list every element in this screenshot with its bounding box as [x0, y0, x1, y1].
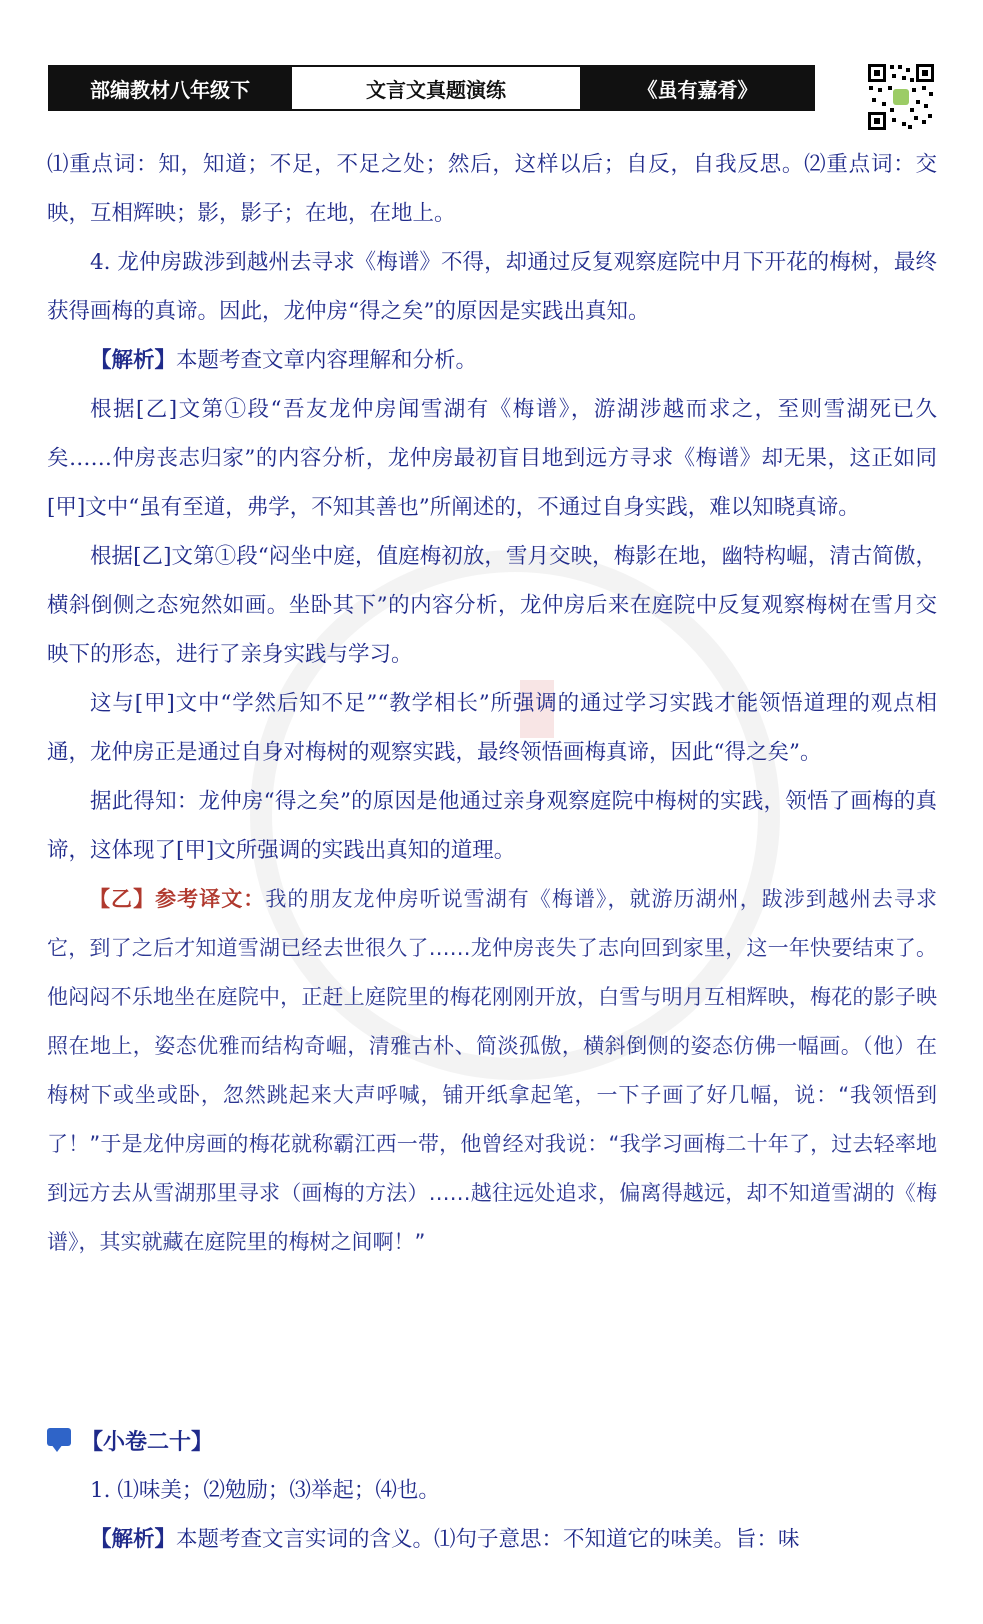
section-q1: 1. ⑴味美；⑵勉励；⑶举起；⑷也。: [90, 1478, 440, 1503]
analysis-line: [47, 336, 937, 385]
answer-content: [47, 140, 937, 1267]
header-grade: 部编教材八年级下: [50, 67, 290, 109]
qr-code-icon: [866, 62, 936, 132]
answer-p2: 4. 龙仲房跋涉到越州去寻求《梅谱》不得，却通过反复观察庭院中月下开花的梅树，最终获得画梅的真谛。因此，龙仲房“得之矣”的原因是实践出真知。: [47, 250, 937, 324]
answer-p6: 据此得知：龙仲房“得之矣”的原因是他通过亲身观察庭院中梅树的实践，领悟了画梅的真谛，这体现了[甲]文所强调的实践出真知的道理。: [47, 789, 937, 863]
translation-paragraph: [47, 875, 937, 1267]
answer-p4: 根据[乙]文第①段“闷坐中庭，值庭梅初放，雪月交映，梅影在地，幽特构崛，清古简傲，横斜倒侧之态宛然如画。坐卧其下”的内容分析，龙仲房后来在庭院中反复观察梅树在雪月交映下的形态，进行了亲身实践与学习。: [47, 544, 937, 667]
section-heading: [47, 1420, 213, 1460]
analysis-text: 本题考查文章内容理解和分析。: [176, 348, 478, 373]
analysis-label: 【解析】: [90, 348, 177, 373]
section-analysis-label: 【解析】: [90, 1527, 177, 1552]
header-topic: 文言文真题演练: [290, 67, 582, 109]
header-bar: [48, 65, 815, 111]
translation-text: 我的朋友龙仲房听说雪湖有《梅谱》，就游历湖州，跋涉到越州去寻求它，到了之后才知道雪湖已经去世很久了……龙仲房丧失了志向回到家里，这一年快要结束了。他闷闷不乐地坐在庭院中，正赶上庭院里的梅花刚刚开放，白雪与明月互相辉映，梅花的影子映照在地上，姿态优雅而结构奇崛，清雅古朴、简淡孤傲，横斜倒侧的姿态仿佛一幅画。（他）在梅树下或坐或卧，忽然跳起来大声呼喊，铺开纸拿起笔，一下子画了好几幅，说：“我领悟到了！”于是龙仲房画的梅花就称霸江西一带，他曾经对我说：“我学习画梅二十年了，过去轻率地到远方去从雪湖那里寻求（画梅的方法）……越往远处追求，偏离得越远，却不知道雪湖的《梅谱》，其实就藏在庭院里的梅树之间啊！”: [47, 887, 938, 1254]
section-title: 【小卷二十】: [81, 1428, 214, 1455]
chat-bubble-icon: [47, 1428, 75, 1452]
answer-p3: 根据[乙]文第①段“吾友龙仲房闻雪湖有《梅谱》，游湖涉越而求之，至则雪湖死已久矣……仲房丧志归家”的内容分析，龙仲房最初盲目地到远方寻求《梅谱》却无果，这正如同[甲]文中“虽有至道，弗学，不知其善也”所阐述的，不通过自身实践，难以知晓真谛。: [47, 397, 937, 520]
answer-p5: 这与[甲]文中“学然后知不足”“教学相长”所强调的通过学习实践才能领悟道理的观点相通，龙仲房正是通过自身对梅树的观察实践，最终领悟画梅真谛，因此“得之矣”。: [47, 691, 937, 765]
section-analysis: [47, 1515, 937, 1564]
header-title: 《虽有嘉肴》: [582, 67, 813, 109]
answer-p1: ⑴重点词：知，知道；不足，不足之处；然后，这样以后；自反，自我反思。⑵重点词：交映，互相辉映；影，影子；在地，在地上。: [47, 152, 937, 226]
section-analysis-text: 本题考查文言实词的含义。⑴句子意思：不知道它的味美。旨：味: [176, 1527, 800, 1552]
section-answers: [47, 1466, 937, 1564]
translation-label: 【乙】参考译文：: [89, 887, 266, 911]
